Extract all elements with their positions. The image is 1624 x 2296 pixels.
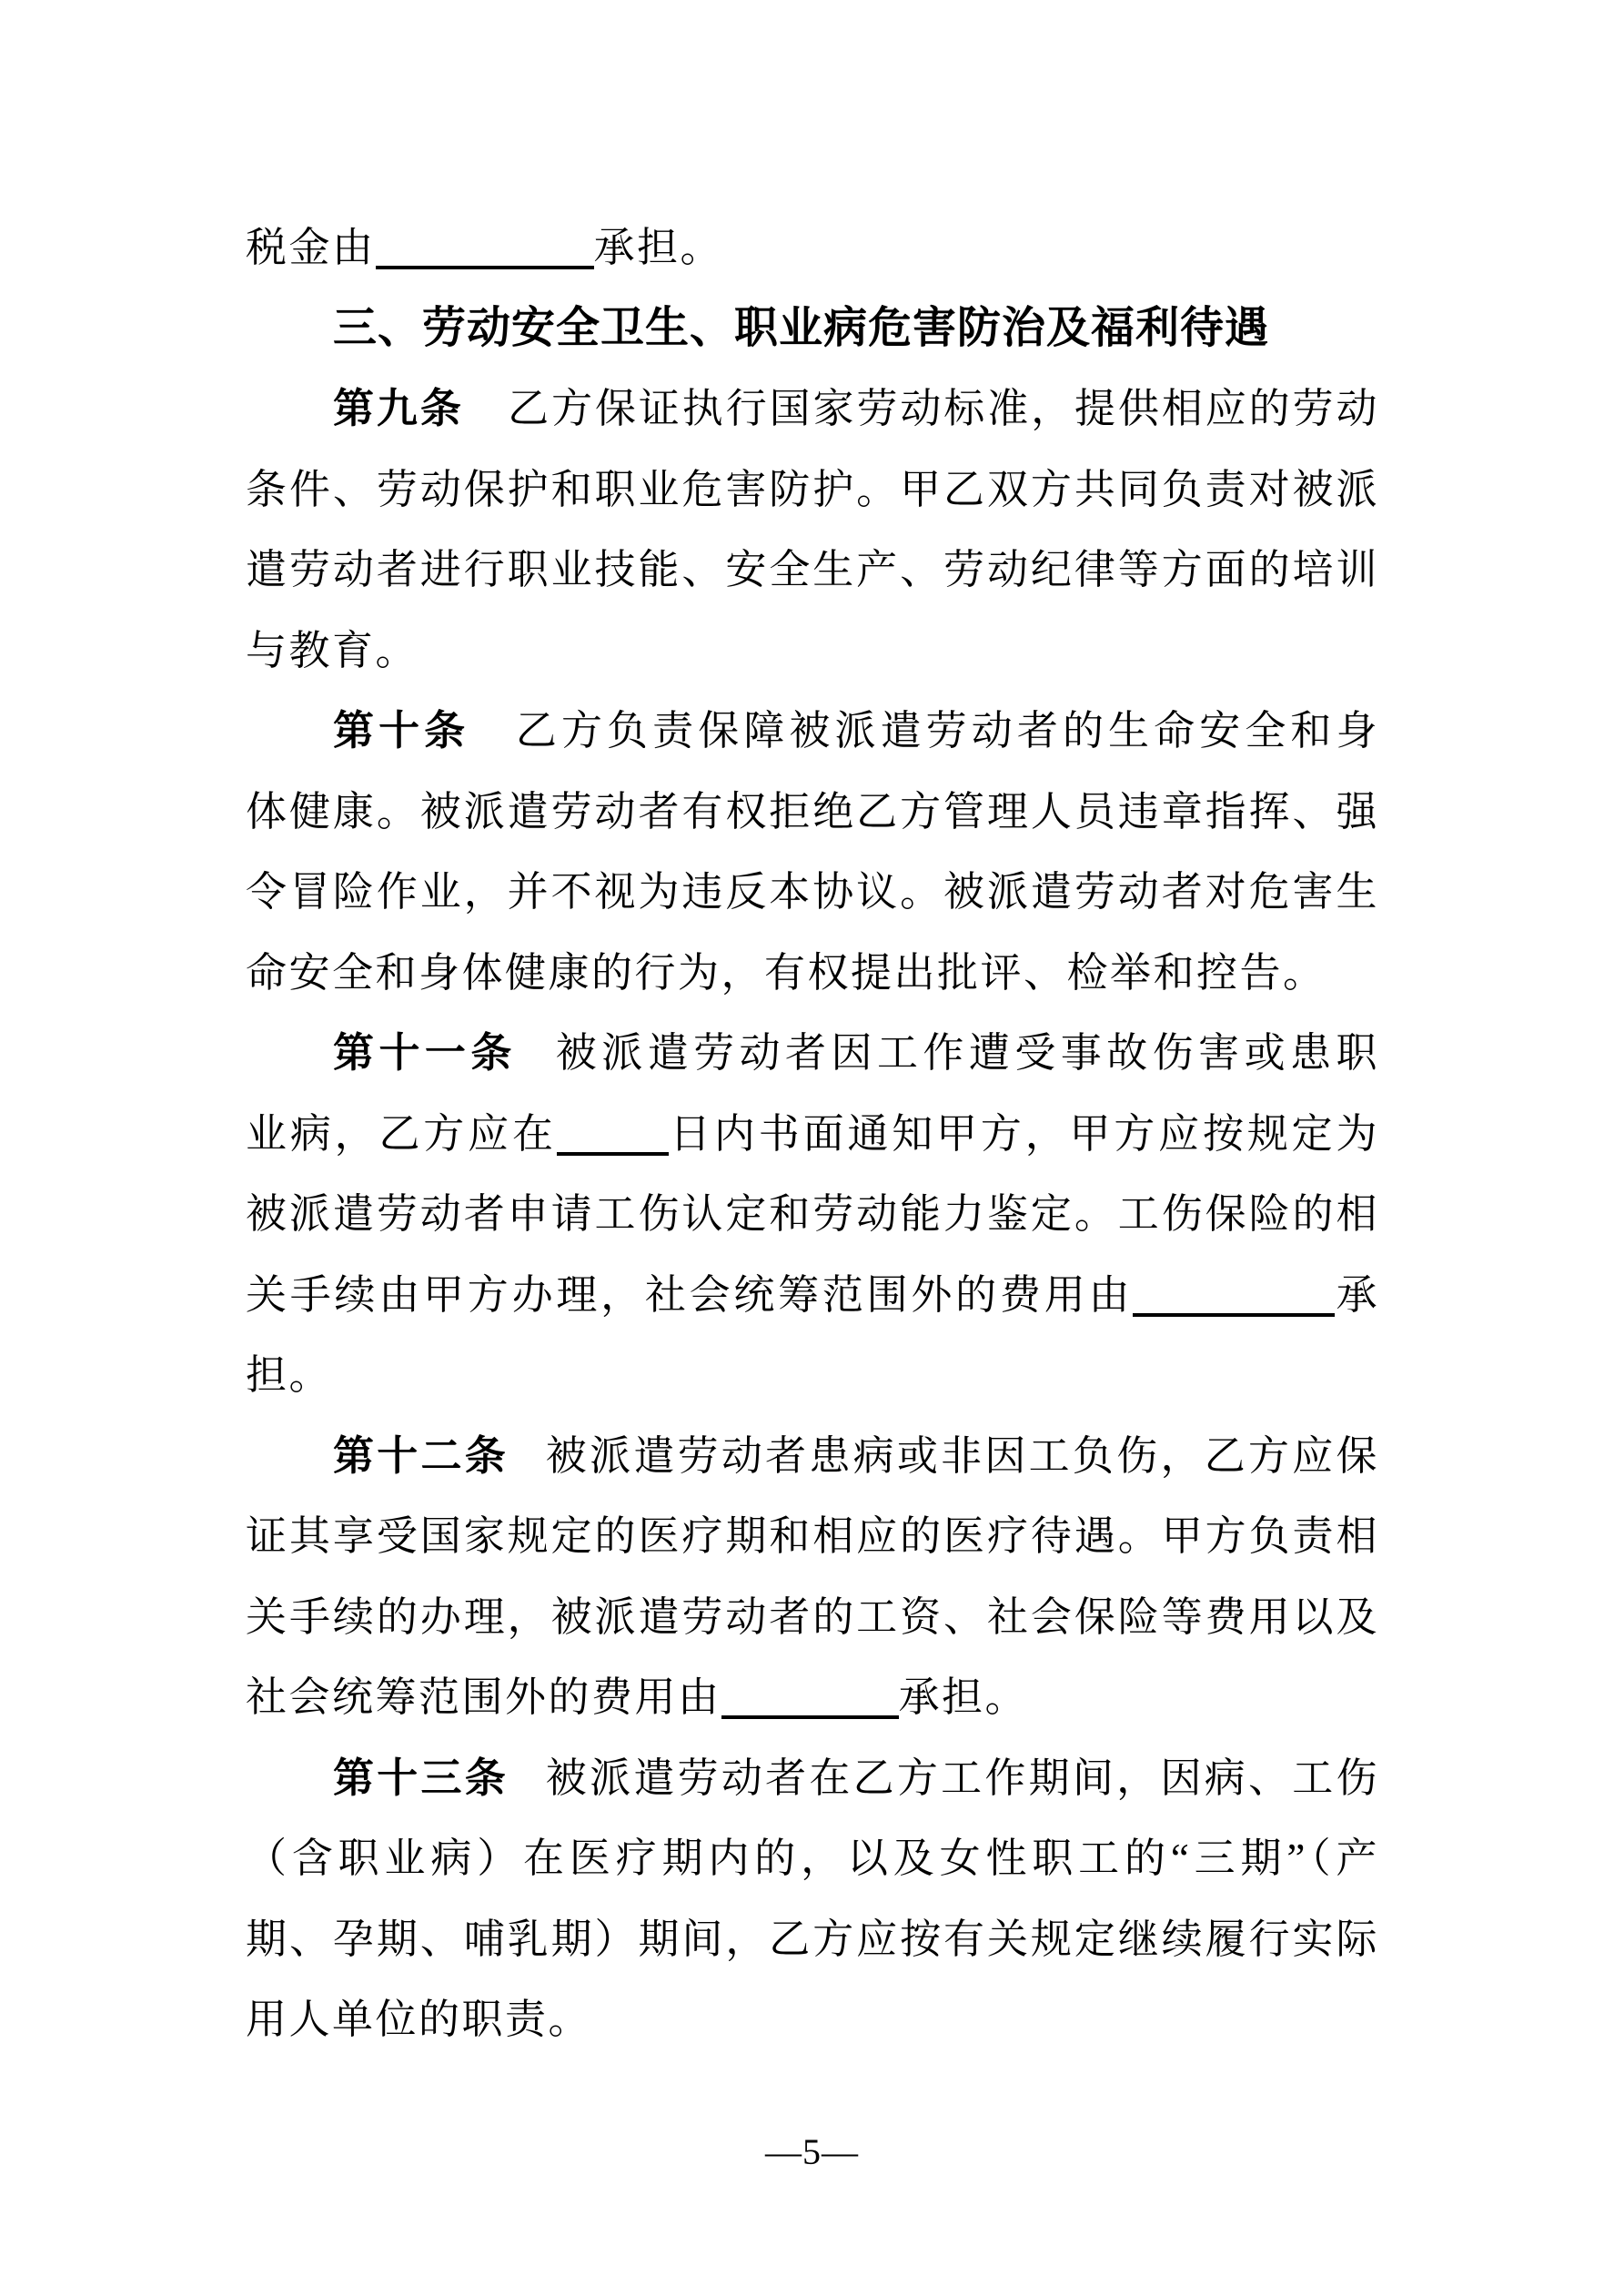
- article-number: 第十条: [333, 708, 470, 754]
- text-segment: 承担。: [593, 225, 724, 270]
- section-heading: [246, 288, 1379, 369]
- article-9-line-3: [246, 530, 1379, 611]
- medical-fee-payer-blank: [721, 1714, 899, 1719]
- text-segment: 业病，乙方应在: [246, 1110, 557, 1157]
- text-segment: （含职业病）在医疗期内的，以及女性职工的“三期”（产: [246, 1836, 1379, 1881]
- text-segment: 被派遣劳动者患病或非因工负伤，乙方应保: [545, 1432, 1379, 1479]
- spacing-gap: [517, 1066, 553, 1067]
- text-segment: 用人单位的职责。: [246, 1997, 592, 2042]
- text-segment: 被派遣劳动者因工作遭受事故伤害或患职: [552, 1030, 1379, 1076]
- article-13-line-4: [246, 1979, 1379, 2060]
- text-segment: 与教育。: [246, 627, 419, 673]
- article-12-line-4: [246, 1657, 1379, 1738]
- text-segment: 期、孕期、哺乳期）期间，乙方应按有关规定继续履行实际: [246, 1916, 1379, 1962]
- spacing-gap: [509, 1469, 545, 1470]
- article-10-line-4: [246, 933, 1379, 1014]
- article-number: 第十一条: [333, 1030, 517, 1076]
- article-number: 第九条: [333, 386, 464, 431]
- article-11-line-3: [246, 1174, 1379, 1255]
- text-segment: 关手续的办理，被派遣劳动者的工资、社会保险等费用以及: [246, 1593, 1379, 1640]
- article-9-line-4: [246, 611, 1379, 692]
- article-number: 第十二条: [333, 1432, 509, 1479]
- notify-days-blank: [557, 1151, 669, 1156]
- article-11-line-4: [246, 1255, 1379, 1336]
- text-segment: 条件、劳动保护和职业危害防护。甲乙双方共同负责对被派: [246, 466, 1379, 512]
- spacing-gap: [469, 743, 513, 744]
- article-13-line-3: [246, 1899, 1379, 1980]
- text-segment: 乙方负责保障被派遣劳动者的生命安全和身: [513, 708, 1379, 754]
- article-11-line-5: [246, 1335, 1379, 1416]
- text-segment: 社会统筹范围外的费用由: [246, 1674, 721, 1720]
- text-segment: 税金由: [246, 225, 376, 270]
- document-body: [246, 207, 1379, 2060]
- article-number: 第十三条: [333, 1755, 509, 1801]
- text-segment: 遣劳动者进行职业技能、安全生产、劳动纪律等方面的培训: [246, 547, 1379, 592]
- article-11-line-2: [246, 1094, 1379, 1175]
- article-12-line-2: [246, 1496, 1379, 1577]
- article-10-line-1: [246, 691, 1379, 772]
- article-9-line-2: [246, 450, 1379, 531]
- article-9-line-1: [246, 369, 1379, 450]
- spacing-gap: [509, 1791, 545, 1792]
- text-segment: 承担。: [898, 1674, 1029, 1720]
- page-number: —5—: [765, 2131, 859, 2172]
- text-segment: 日内书面通知甲方，甲方应按规定为: [668, 1110, 1379, 1157]
- article-10-line-2: [246, 772, 1379, 853]
- article-10-line-3: [246, 852, 1379, 933]
- text-segment: 乙方保证执行国家劳动标准，提供相应的劳动: [507, 386, 1379, 431]
- text-segment: 被派遣劳动者申请工伤认定和劳动能力鉴定。工伤保险的相: [246, 1191, 1379, 1237]
- text-segment: 担。: [246, 1352, 333, 1398]
- article-12-line-3: [246, 1577, 1379, 1658]
- text-segment: 证其享受国家规定的医疗期和相应的医疗待遇。甲方负责相: [246, 1513, 1379, 1559]
- article-13-line-2: [246, 1818, 1379, 1899]
- text-segment: 关手续由甲方办理，社会统筹范围外的费用由: [246, 1271, 1134, 1318]
- text-segment: 令冒险作业，并不视为违反本协议。被派遣劳动者对危害生: [246, 869, 1379, 915]
- article-13-line-1: [246, 1738, 1379, 1819]
- text-segment: 三、劳动安全卫生、职业病危害防治及福利待遇: [333, 303, 1270, 352]
- text-segment: 体健康。被派遣劳动者有权拒绝乙方管理人员违章指挥、强: [246, 788, 1379, 834]
- article-11-line-1: [246, 1013, 1379, 1094]
- text-segment: 承: [1335, 1271, 1379, 1318]
- injury-fee-payer-blank: [1133, 1312, 1335, 1317]
- spacing-gap: [464, 421, 508, 422]
- article-12-line-1: [246, 1416, 1379, 1497]
- tax-payer-blank: [376, 265, 594, 269]
- text-segment: 被派遣劳动者在乙方工作期间，因病、工伤: [545, 1755, 1379, 1801]
- text-segment: 命安全和身体健康的行为，有权提出批评、检举和控告。: [246, 949, 1326, 996]
- carryover-tax-clause: [246, 207, 1379, 288]
